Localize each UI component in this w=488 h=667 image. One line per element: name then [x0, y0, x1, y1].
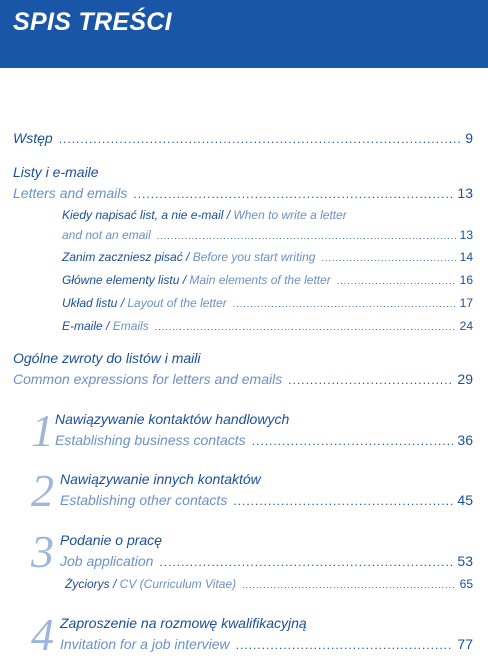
- toc-page-number: 53: [457, 553, 473, 569]
- toc-page-number: 14: [459, 250, 473, 264]
- toc-subentry-cv[interactable]: [65, 577, 473, 591]
- toc-entry-label: Wstęp: [13, 130, 53, 146]
- toc-page-number: 36: [457, 432, 473, 448]
- dot-leader: [321, 253, 455, 263]
- toc-entry-letters[interactable]: [13, 185, 473, 201]
- dot-leader: [59, 132, 462, 146]
- subentry-label-en: Main elements of the letter: [189, 273, 331, 287]
- toc-page-number: 45: [457, 492, 473, 508]
- toc-page-number: 24: [459, 319, 473, 333]
- toc-page-number: 29: [457, 371, 473, 387]
- section-title-en: Letters and emails: [13, 185, 128, 201]
- dot-leader: [133, 187, 453, 201]
- toc-entry-intro[interactable]: [13, 130, 473, 146]
- toc-subentry-when-letter[interactable]: [62, 208, 347, 222]
- subentry-label-pl: Kiedy napisać list, a nie e-mail /: [62, 208, 234, 222]
- dot-leader: [288, 373, 453, 387]
- section-title-pl: Ogólne zwroty do listów i maili: [13, 350, 201, 366]
- dot-leader: [242, 580, 455, 590]
- subentry-label-en: Emails: [112, 319, 149, 333]
- header-bar: [0, 0, 488, 68]
- subentry-label-pl: Główne elementy listu /: [62, 273, 190, 287]
- toc-subentry-before-writing[interactable]: [62, 250, 473, 264]
- chapter-number: 1: [31, 405, 54, 456]
- dot-leader: [337, 276, 456, 286]
- toc-page-number: 17: [459, 296, 473, 310]
- subentry-label-pl: Układ listu /: [62, 296, 128, 310]
- chapter-number: 4: [31, 609, 54, 660]
- toc-page-number: 9: [465, 130, 473, 146]
- section-title-en: Common expressions for letters and emails: [13, 371, 283, 387]
- dot-leader: [157, 231, 456, 241]
- toc-entry-general[interactable]: [13, 371, 473, 387]
- dot-leader: [252, 434, 454, 448]
- toc-page-number: 77: [457, 636, 473, 652]
- chapter-title-pl: Nawiązywanie kontaktów handlowych: [55, 411, 290, 427]
- chapter-title-pl: Nawiązywanie innych kontaktów: [60, 471, 261, 487]
- toc-subentry-main-elements[interactable]: [62, 273, 473, 287]
- chapter-title-en: Job application: [60, 553, 154, 569]
- dot-leader: [236, 638, 454, 652]
- toc-chapter-4[interactable]: [60, 636, 473, 652]
- chapter-number: 2: [31, 465, 54, 516]
- subentry-label-pl: E-maile /: [62, 319, 113, 333]
- dot-leader: [155, 322, 456, 332]
- toc-subentry-emails[interactable]: [62, 319, 473, 333]
- toc-page-number: 65: [459, 577, 473, 591]
- toc-subentry-when-letter-cont[interactable]: [62, 228, 473, 242]
- subentry-label-en: When to write a letter: [233, 208, 347, 222]
- subentry-label-en: Before you start writing: [192, 250, 316, 264]
- subentry-label-en-cont: and not an email: [62, 228, 151, 242]
- subentry-label-en: Layout of the letter: [127, 296, 227, 310]
- toc-page-number: 16: [459, 273, 473, 287]
- subentry-label-en: CV (Curriculum Vitae): [119, 577, 237, 591]
- dot-leader: [233, 494, 453, 508]
- subentry-label-pl: Zanim zaczniesz pisać /: [62, 250, 193, 264]
- dot-leader: [159, 555, 453, 569]
- toc-subentry-layout[interactable]: [62, 296, 473, 310]
- section-title-pl: Listy i e-maile: [13, 164, 99, 180]
- page-title: SPIS TREŚCI: [13, 8, 172, 36]
- chapter-title-pl: Zaproszenie na rozmowę kwalifikacyjną: [60, 615, 307, 631]
- dot-leader: [233, 299, 456, 309]
- toc-chapter-2[interactable]: [60, 492, 473, 508]
- toc-chapter-1[interactable]: [55, 432, 473, 448]
- toc-page-number: 13: [459, 228, 473, 242]
- chapter-title-pl: Podanie o pracę: [60, 532, 162, 548]
- chapter-title-en: Establishing business contacts: [55, 432, 246, 448]
- chapter-title-en: Invitation for a job interview: [60, 636, 230, 652]
- chapter-number: 3: [31, 526, 54, 577]
- toc-page-number: 13: [457, 185, 473, 201]
- subentry-label-pl: Życiorys /: [65, 577, 120, 591]
- chapter-title-en: Establishing other contacts: [60, 492, 228, 508]
- toc-chapter-3[interactable]: [60, 553, 473, 569]
